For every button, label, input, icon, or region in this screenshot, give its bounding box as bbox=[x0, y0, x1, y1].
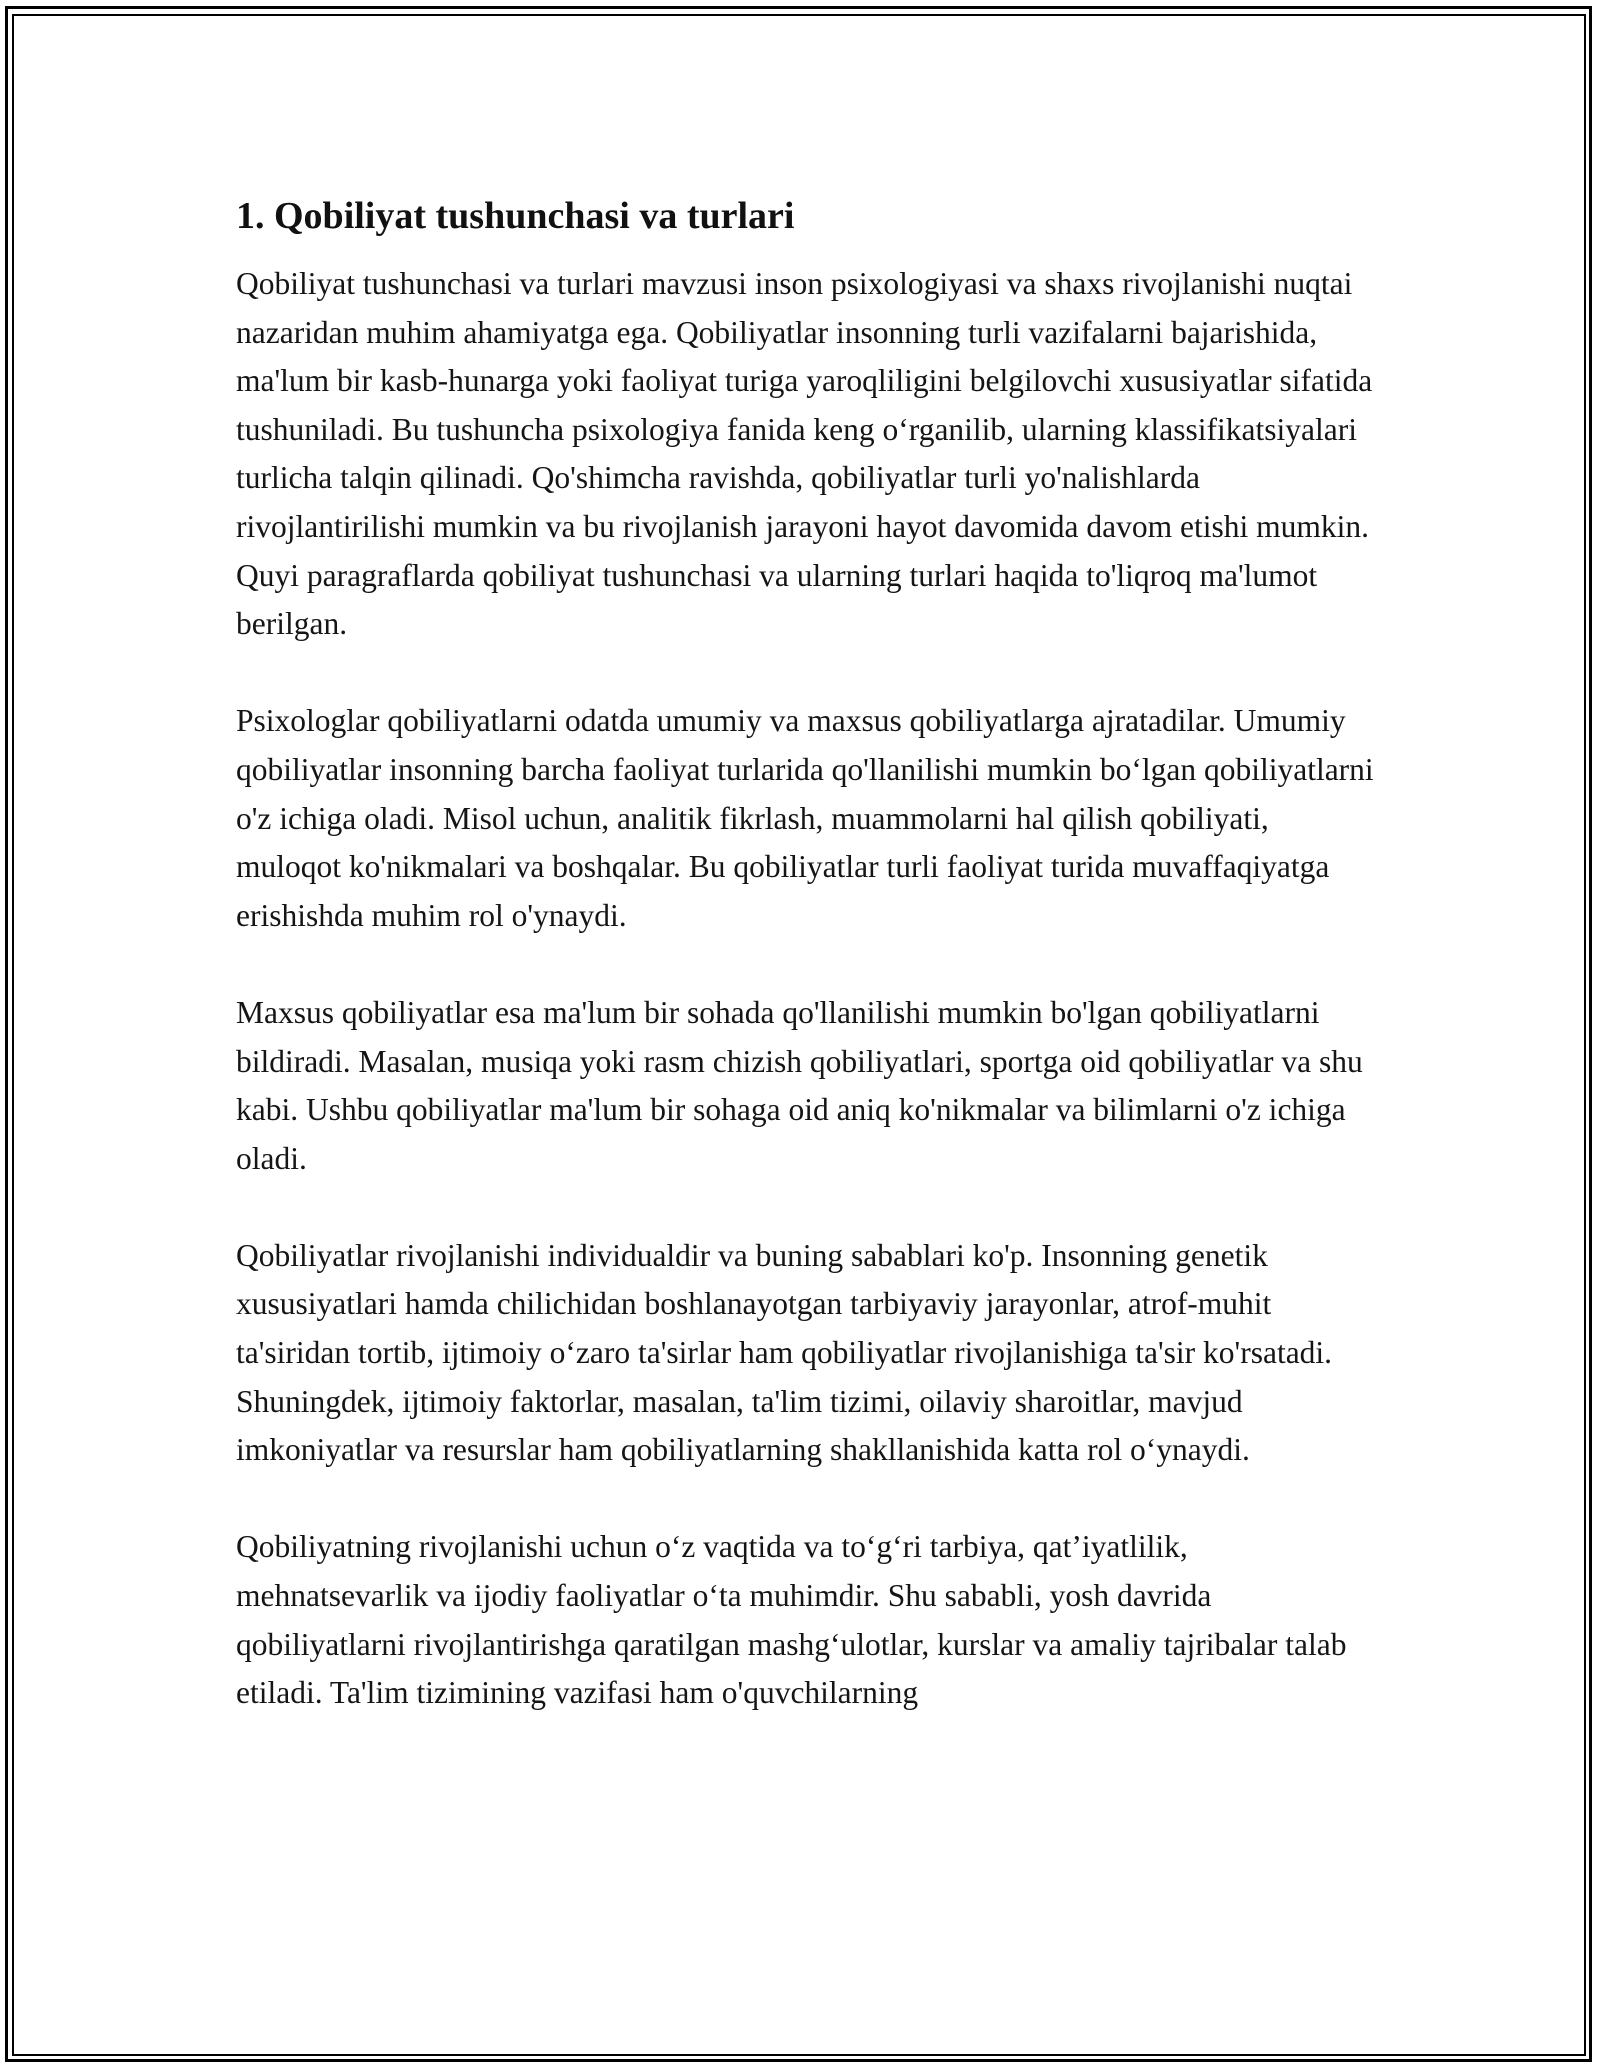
section-heading: 1. Qobiliyat tushunchasi va turlari bbox=[236, 195, 795, 237]
paragraph-3: Maxsus qobiliyatlar esa ma'lum bir sohada qo'llanilishi mumkin bo'lgan qobiliyatlarni bildiradi. Masalan, musiqa yoki rasm chizish qobiliyatlari, sportga oid qobiliyatlar va shu kabi. Ushbu qobiliyatlar ma'lum bir sohaga oid aniq ko'nikmalar va bilimlarni o'z ichiga oladi. bbox=[236, 994, 1363, 1176]
paragraph-5: Qobiliyatning rivojlanishi uchun o‘z vaqtida va to‘g‘ri tarbiya, qat’iyatlilik, mehnatsevarlik va ijodiy faoliyatlar o‘ta muhimdir. Shu sababli, yosh davrida qobiliyatlarni rivojlantirishga qaratilgan mashg‘ulotlar, kurslar va amaliy tajribalar talab etiladi. Ta'lim tizimining vazifasi ham o'quvchilarning bbox=[236, 1529, 1347, 1711]
paragraph-4: Qobiliyatlar rivojlanishi individualdir va buning sabablari ko'p. Insonning genetik xususiyatlari hamda chilichidan boshlanayotgan tarbiyaviy jarayonlar, atrof-muhit ta'siridan tortib, ijtimoiy o‘zaro ta'sirlar ham qobiliyatlar rivojlanishiga ta'sir ko'rsatadi. Shuningdek, ijtimoiy faktorlar, masalan, ta'lim tizimi, oilaviy sharoitlar, mavjud imkoniyatlar va resurslar ham qobiliyatlarning shakllanishida katta rol o‘ynaydi. bbox=[236, 1237, 1333, 1468]
document-body bbox=[236, 184, 1376, 1718]
paragraph-2: Psixologlar qobiliyatlarni odatda umumiy va maxsus qobiliyatlarga ajratadilar. Umumiy qobiliyatlar insonning barcha faoliyat turlarida qo'llanilishi mumkin bo‘lgan qobiliyatlarni o'z ichiga oladi. Misol uchun, analitik fikrlash, muammolarni hal qilish qobiliyati, muloqot ko'nikmalari va boshqalar. Bu qobiliyatlar turli faoliyat turida muvaffaqiyatga erishishda muhim rol o'ynaydi. bbox=[236, 703, 1374, 933]
paragraph-1: Qobiliyat tushunchasi va turlari mavzusi inson psixologiyasi va shaxs rivojlanishi nuqtai nazaridan muhim ahamiyatga ega. Qobiliyatlar insonning turli vazifalarni bajarishida, ma'lum bir kasb-hunarga yoki faoliyat turiga yaroqliligini belgilovchi xususiyatlar sifatida tushuniladi. Bu tushuncha psixologiya fanida keng o‘rganilib, ularning klassifikatsiyalari turlicha talqin qilinadi. Qo'shimcha ravishda, qobiliyatlar turli yo'nalishlarda rivojlantirilishi mumkin va bu rivojlanish jarayoni hayot davomida davom etishi mumkin. Quyi paragraflarda qobiliyat tushunchasi va ularning turlari haqida to'liqroq ma'lumot berilgan. bbox=[236, 266, 1373, 642]
